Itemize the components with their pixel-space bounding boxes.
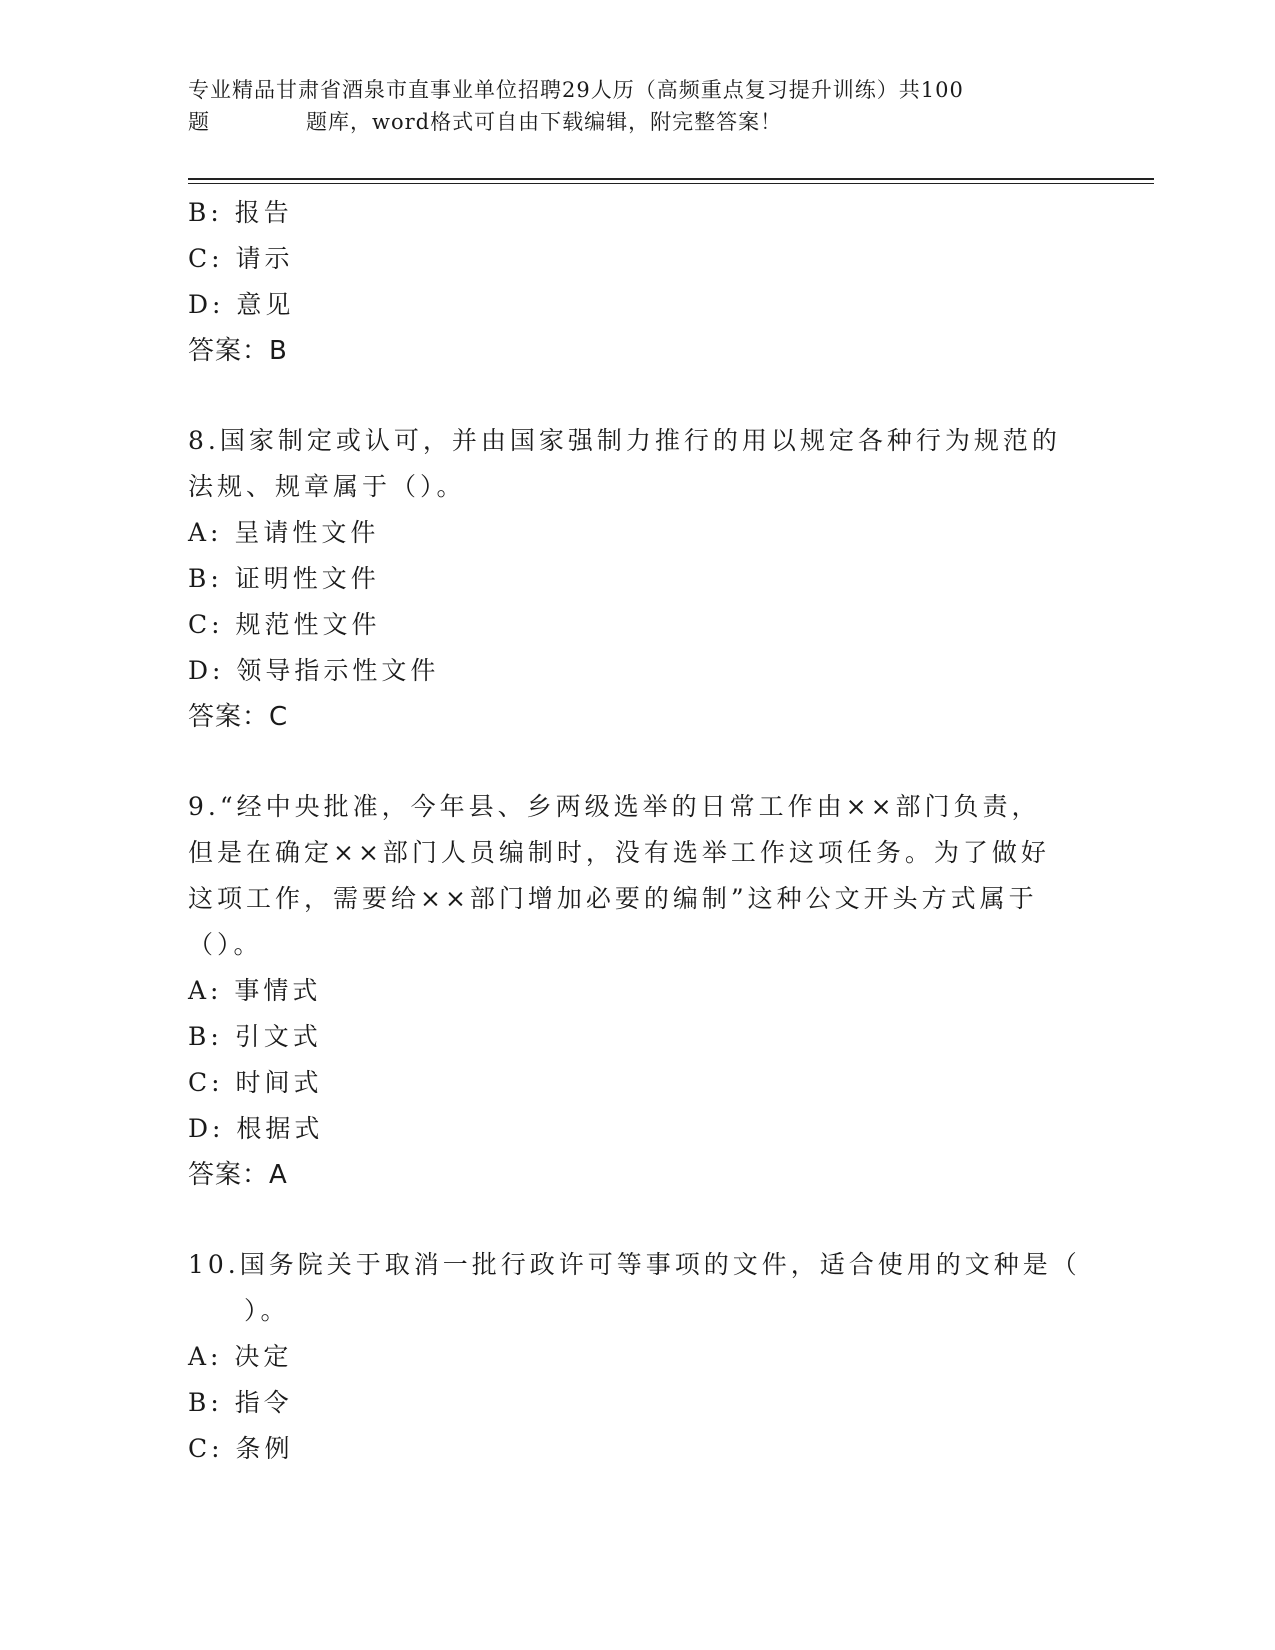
- question-text-line: 10.国务院关于取消一批行政许可等事项的文件，适合使用的文种是（: [188, 1250, 1081, 1279]
- option-c: C: 规范性文件: [188, 610, 381, 639]
- option-a: A: 呈请性文件: [188, 518, 380, 547]
- header-rule-thick: [188, 178, 1154, 180]
- option-a: A: 决定: [188, 1342, 293, 1371]
- header-rule-thin: [188, 183, 1154, 184]
- question-8: [188, 418, 1088, 740]
- question-text-line-wrap: [188, 1288, 1088, 1334]
- question-10: [188, 1242, 1088, 1472]
- answer: 答案：A: [188, 1160, 288, 1190]
- question-7-tail: [188, 190, 1088, 374]
- option-c: C: 条例: [188, 1434, 294, 1463]
- header-title-line2-a: 题: [188, 110, 210, 134]
- question-text-line: 这项工作，需要给××部门增加必要的编制”这种公文开头方式属于: [188, 884, 1038, 913]
- answer: 答案：C: [188, 702, 289, 732]
- option-a: A: 事情式: [188, 976, 322, 1005]
- question-text-line: 但是在确定××部门人员编制时，没有选举工作这项任务。为了做好: [188, 838, 1050, 867]
- question-text-line: 8.国家制定或认可，并由国家强制力推行的用以规定各种行为规范的: [188, 426, 1061, 455]
- question-text-wrap: ）。: [244, 1296, 290, 1325]
- header-title-line2-b: 题库，word格式可自由下载编辑，附完整答案！: [306, 110, 783, 134]
- page-header: [188, 74, 1088, 138]
- question-text-line: 法规、规章属于（）。: [188, 472, 466, 501]
- header-title-line2: [188, 106, 1088, 138]
- question-text-line: 9.“经中央批准，今年县、乡两级选举的日常工作由××部门负责，: [188, 792, 1041, 821]
- option-b: B: 报告: [188, 198, 293, 227]
- header-title-line1: 专业精品甘肃省酒泉市直事业单位招聘29人历（高频重点复习提升训练）共100: [188, 78, 964, 102]
- option-d: D: 根据式: [188, 1114, 324, 1143]
- answer: 答案：B: [188, 336, 288, 366]
- option-b: B: 引文式: [188, 1022, 322, 1051]
- question-9: [188, 784, 1088, 1198]
- question-list: [188, 190, 1088, 1472]
- option-d: D: 领导指示性文件: [188, 656, 440, 685]
- option-c: C: 时间式: [188, 1068, 323, 1097]
- question-text-line: （）。: [188, 930, 263, 959]
- option-b: B: 证明性文件: [188, 564, 380, 593]
- option-d: D: 意见: [188, 290, 295, 319]
- option-c: C: 请示: [188, 244, 294, 273]
- option-b: B: 指令: [188, 1388, 293, 1417]
